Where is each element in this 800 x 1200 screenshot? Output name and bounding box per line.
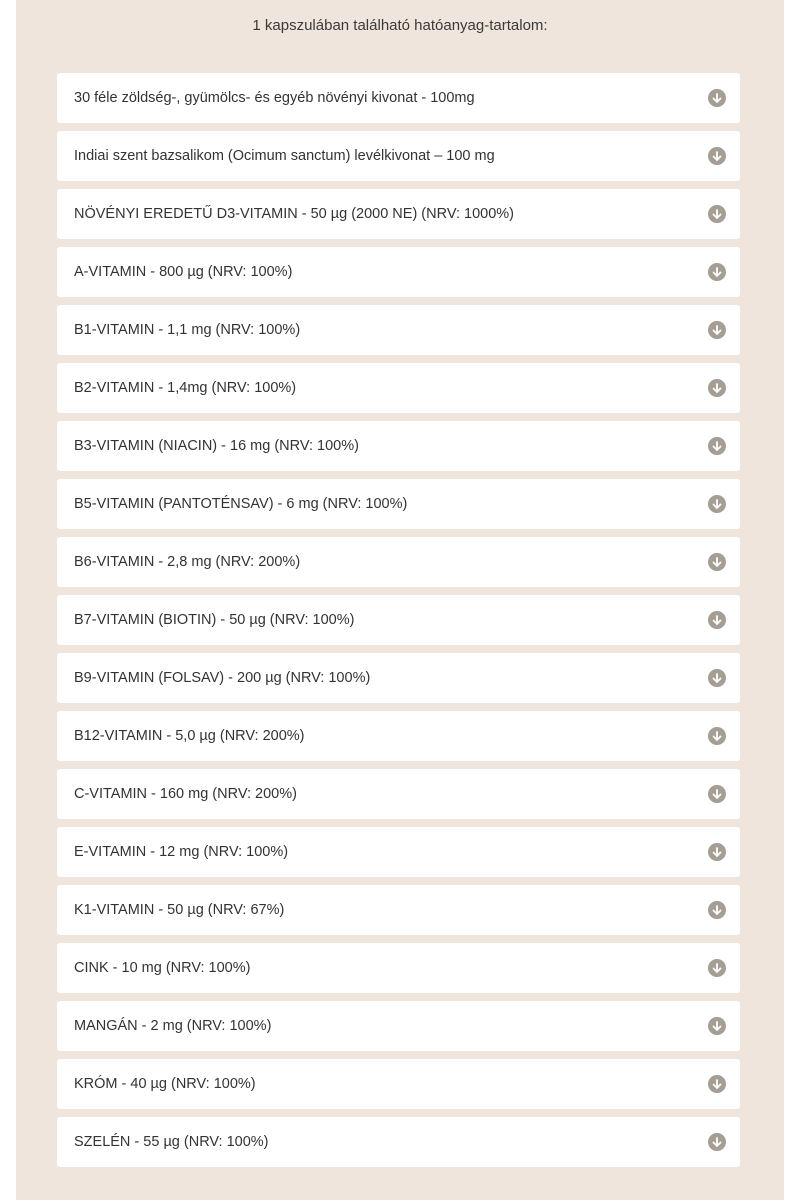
accordion-item[interactable] bbox=[57, 827, 740, 877]
accordion-item[interactable] bbox=[57, 1001, 740, 1051]
arrow-down-circle-icon[interactable] bbox=[708, 553, 726, 571]
accordion-item-label: CINK - 10 mg (NRV: 100%) bbox=[74, 960, 251, 976]
accordion-item[interactable] bbox=[57, 1117, 740, 1167]
arrow-down-circle-icon[interactable] bbox=[708, 901, 726, 919]
arrow-down-circle-icon[interactable] bbox=[708, 495, 726, 513]
accordion-item-label: C-VITAMIN - 160 mg (NRV: 200%) bbox=[74, 786, 297, 802]
accordion-item[interactable] bbox=[57, 73, 740, 123]
arrow-down-circle-icon[interactable] bbox=[708, 1075, 726, 1093]
arrow-down-circle-icon[interactable] bbox=[708, 205, 726, 223]
section-title: 1 kapszulában található hatóanyag-tartalom: bbox=[252, 17, 548, 34]
arrow-down-circle-icon[interactable] bbox=[708, 611, 726, 629]
accordion-item-label: B9-VITAMIN (FOLSAV) - 200 µg (NRV: 100%) bbox=[74, 670, 371, 686]
accordion-item[interactable] bbox=[57, 363, 740, 413]
accordion-item-label: 30 féle zöldség-, gyümölcs- és egyéb növényi kivonat - 100mg bbox=[74, 90, 475, 106]
accordion-item[interactable] bbox=[57, 189, 740, 239]
accordion-item[interactable] bbox=[57, 247, 740, 297]
accordion-item-label: B3-VITAMIN (NIACIN) - 16 mg (NRV: 100%) bbox=[74, 438, 359, 454]
arrow-down-circle-icon[interactable] bbox=[708, 727, 726, 745]
accordion-item-label: B2-VITAMIN - 1,4mg (NRV: 100%) bbox=[74, 380, 297, 396]
arrow-down-circle-icon[interactable] bbox=[708, 959, 726, 977]
accordion-item-label: B6-VITAMIN - 2,8 mg (NRV: 200%) bbox=[74, 554, 301, 570]
accordion-item[interactable] bbox=[57, 1059, 740, 1109]
accordion-item-label: KRÓM - 40 µg (NRV: 100%) bbox=[74, 1076, 256, 1092]
accordion-item-label: B5-VITAMIN (PANTOTÉNSAV) - 6 mg (NRV: 100%) bbox=[74, 496, 408, 512]
accordion-item-label: B12-VITAMIN - 5,0 µg (NRV: 200%) bbox=[74, 728, 305, 744]
ingredient-accordion bbox=[57, 73, 740, 1175]
arrow-down-circle-icon[interactable] bbox=[708, 379, 726, 397]
accordion-item-label: B7-VITAMIN (BIOTIN) - 50 µg (NRV: 100%) bbox=[74, 612, 355, 628]
accordion-item[interactable] bbox=[57, 885, 740, 935]
accordion-item-label: NÖVÉNYI EREDETŰ D3-VITAMIN - 50 µg (2000 NE) (NRV: 1000%) bbox=[74, 206, 514, 222]
accordion-item-label: E-VITAMIN - 12 mg (NRV: 100%) bbox=[74, 844, 289, 860]
accordion-item[interactable] bbox=[57, 595, 740, 645]
arrow-down-circle-icon[interactable] bbox=[708, 1017, 726, 1035]
accordion-item[interactable] bbox=[57, 421, 740, 471]
accordion-item-label: SZELÉN - 55 µg (NRV: 100%) bbox=[74, 1134, 269, 1150]
accordion-item[interactable] bbox=[57, 711, 740, 761]
arrow-down-circle-icon[interactable] bbox=[708, 785, 726, 803]
arrow-down-circle-icon[interactable] bbox=[708, 147, 726, 165]
accordion-item[interactable] bbox=[57, 653, 740, 703]
arrow-down-circle-icon[interactable] bbox=[708, 1133, 726, 1151]
arrow-down-circle-icon[interactable] bbox=[708, 437, 726, 455]
accordion-item[interactable] bbox=[57, 943, 740, 993]
accordion-item[interactable] bbox=[57, 305, 740, 355]
accordion-item[interactable] bbox=[57, 131, 740, 181]
arrow-down-circle-icon[interactable] bbox=[708, 89, 726, 107]
accordion-item[interactable] bbox=[57, 479, 740, 529]
accordion-item-label: B1-VITAMIN - 1,1 mg (NRV: 100%) bbox=[74, 322, 301, 338]
accordion-item-label: Indiai szent bazsalikom (Ocimum sanctum) levélkivonat – 100 mg bbox=[74, 148, 495, 164]
accordion-item-label: K1-VITAMIN - 50 µg (NRV: 67%) bbox=[74, 902, 285, 918]
arrow-down-circle-icon[interactable] bbox=[708, 843, 726, 861]
arrow-down-circle-icon[interactable] bbox=[708, 669, 726, 687]
arrow-down-circle-icon[interactable] bbox=[708, 263, 726, 281]
accordion-item[interactable] bbox=[57, 537, 740, 587]
accordion-item-label: MANGÁN - 2 mg (NRV: 100%) bbox=[74, 1018, 272, 1034]
accordion-item-label: A-VITAMIN - 800 µg (NRV: 100%) bbox=[74, 264, 293, 280]
arrow-down-circle-icon[interactable] bbox=[708, 321, 726, 339]
accordion-item[interactable] bbox=[57, 769, 740, 819]
